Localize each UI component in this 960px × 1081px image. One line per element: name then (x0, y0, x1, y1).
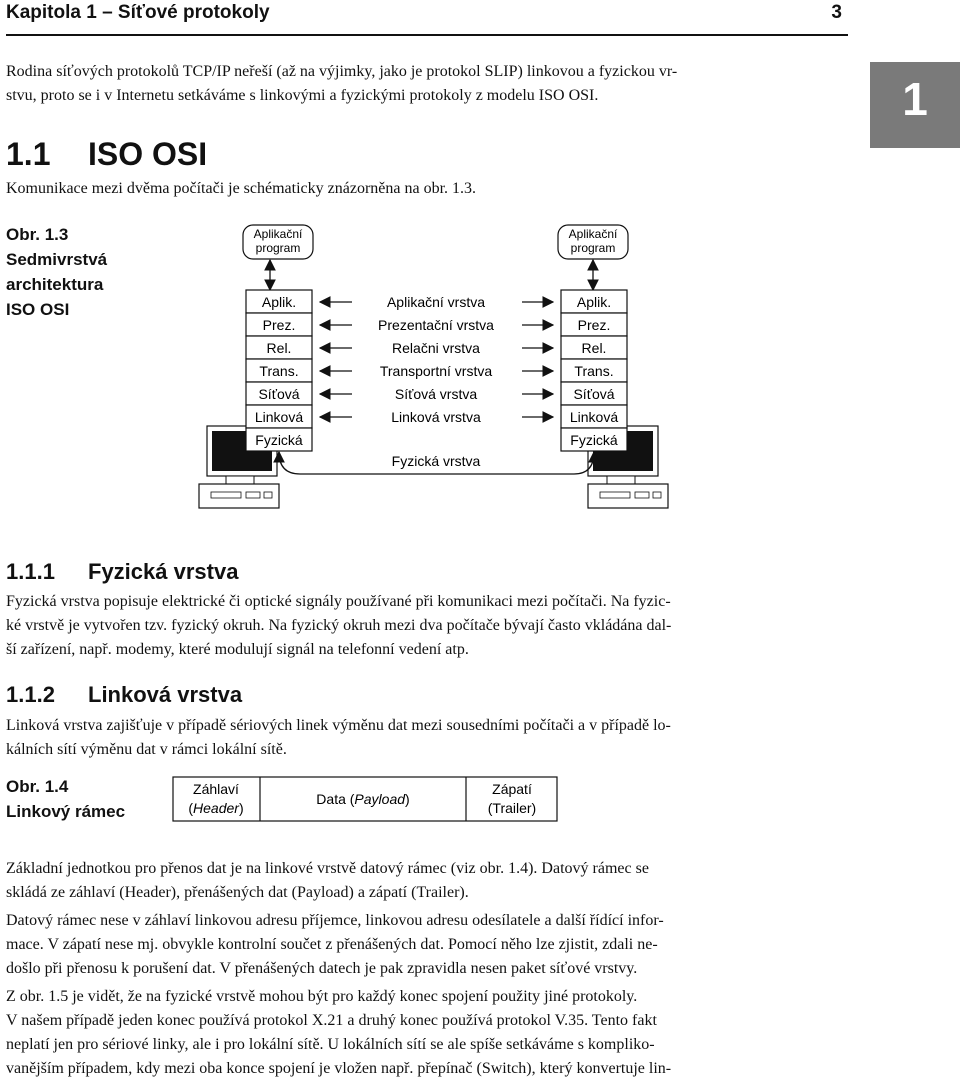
section-1-1-1-paragraph (6, 590, 846, 662)
text-line: stvu, proto se i v Internetu setkáváme s linkovými a fyzickými protokoly z modelu ISO OSI. (6, 87, 599, 104)
stack-layer: Linková (569, 409, 619, 425)
figure-label: Obr. 1.3 (6, 225, 69, 244)
cell-label: Zápatí (492, 781, 532, 797)
figure-caption-line: Sedmivrstvá (6, 250, 108, 269)
section-title: Linková vrstva (88, 682, 243, 707)
peer-layer-label: Transportní vrstva (379, 363, 493, 379)
right-application-program (558, 225, 628, 259)
peer-layer-arrows (320, 294, 553, 425)
figure-caption-line: ISO OSI (6, 300, 70, 319)
italic-term: Payload (354, 791, 406, 807)
text-line: mace. V zápatí nese mj. obvykle kontrolní součet z přenášených dat. Pomocí něho lze zjistit, zdali ne- (6, 936, 658, 953)
paren: ) (405, 791, 410, 807)
cell-label (316, 791, 409, 807)
text-line: Základní jednotkou pro přenos dat je na linkové vrstvě datový rámec (viz obr. 1.4). Datový rámec se (6, 860, 649, 877)
text-line: Komunikace mezi dvěma počítači je schématicky znázorněna na obr. 1.3. (6, 180, 477, 197)
section-1-1-2-paragraph (6, 714, 846, 762)
cell-label: (Trailer) (487, 800, 537, 816)
physical-layer-label: Fyzická vrstva (391, 453, 481, 469)
stack-layer: Síťová (258, 386, 300, 402)
peer-layer-label: Linková vrstva (391, 409, 481, 425)
section-number: 1.1.1 (6, 559, 55, 584)
stack-layer: Rel. (581, 340, 607, 356)
figure-caption-line: Linkový rámec (6, 802, 126, 821)
stack-layer: Aplik. (261, 294, 297, 310)
figure-label: Obr. 1.4 (6, 777, 69, 796)
stack-layer: Síťová (573, 386, 615, 402)
section-heading-1-1-1 (6, 559, 238, 585)
frame-data-cell (316, 791, 409, 807)
app-label-line: program (570, 241, 616, 255)
text-line: došlo při přenosu k porušení dat. V přenášených datech je pak zpravidla nesen paket síťové vrstvy. (6, 960, 638, 977)
stack-layer: Aplik. (576, 294, 612, 310)
figure-1-4-caption (6, 774, 125, 824)
data-word: Data ( (316, 791, 355, 807)
text-line: V našem případě jeden konec používá protokol X.21 a druhý konec používá protokol V.35. Tento fakt (6, 1012, 657, 1029)
text-line: Rodina síťových protokolů TCP/IP neřeší (až na výjimky, jako je protokol SLIP) linkovou a fyzickou vr- (6, 63, 678, 80)
text-line: Fyzická vrstva popisuje elektrické či optické signály používané při komunikaci mezi počítači. Na fyzic- (6, 593, 671, 610)
stack-layer: Trans. (259, 363, 299, 379)
app-label-line: program (255, 241, 301, 255)
stack-layer: Fyzická (570, 432, 618, 448)
stack-layer: Prez. (262, 317, 296, 333)
text-line: Datový rámec nese v záhlaví linkovou adresu příjemce, linkovou adresu odesílatele a další řídící infor- (6, 912, 664, 929)
stack-layer: Rel. (266, 340, 292, 356)
stack-layer: Prez. (577, 317, 611, 333)
section-title: ISO OSI (88, 136, 208, 172)
section-number: 1.1.2 (6, 682, 55, 707)
cell-label: Záhlaví (193, 781, 239, 797)
text-line: neplatí jen pro sériové linky, ale i pro lokální sítě. U lokálních sítí se ale spíše setkáváme s kompliko- (6, 1036, 655, 1053)
left-layer-stack (246, 290, 312, 451)
chapter-thumb-number: 1 (902, 73, 928, 125)
body-paragraph-1 (6, 857, 846, 905)
italic-term: Header (193, 800, 239, 816)
text-line: skládá ze záhlaví (Header), přenášených dat (Payload) a zápatí (Trailer). (6, 884, 469, 901)
peer-layer-label: Síťová vrstva (394, 386, 478, 402)
section-number: 1.1 (6, 136, 51, 172)
stack-layer: Trans. (574, 363, 614, 379)
left-application-program (243, 225, 313, 259)
text-line: ší zařízení, např. modemy, které modulují signál na telefonní vedení atp. (6, 641, 469, 658)
stack-layer: Fyzická (255, 432, 303, 448)
paren: ) (238, 800, 244, 816)
section-title: Fyzická vrstva (88, 559, 239, 584)
page-number: 3 (831, 2, 842, 23)
paren: ( (188, 800, 194, 816)
figure-1-4-frame-diagram (172, 776, 558, 822)
peer-layer-label: Relačni vrstva (392, 340, 480, 356)
text-line: kálních sítí výměnu dat v rámci lokální sítě. (6, 741, 287, 758)
app-label-line: Aplikační (568, 227, 618, 241)
text-line: vanějším případem, kdy mezi oba konce spojení je vložen např. přepínač (Switch), který konvertuje lin- (6, 1060, 672, 1077)
body-paragraph-3 (6, 985, 846, 1081)
peer-layer-label: Prezentační vrstva (378, 317, 494, 333)
text-line: Z obr. 1.5 je vidět, že na fyzické vrstvě mohou být pro každý konec spojení použity jiné protokoly. (6, 988, 638, 1005)
figure-caption-line: architektura (6, 275, 104, 294)
cell-label (188, 800, 243, 816)
app-label-line: Aplikační (253, 227, 303, 241)
peer-layer-label: Aplikační vrstva (386, 294, 486, 310)
text-line: Linková vrstva zajišťuje v případě sériových linek výměnu dat mezi sousedními počítači a v případě lo- (6, 717, 671, 734)
stack-layer: Linková (254, 409, 304, 425)
section-heading-1-1-2 (6, 682, 242, 708)
right-layer-stack (561, 290, 627, 451)
text-line: ké vrstvě je vytvořen tzv. fyzický okruh. Na fyzický okruh mezi dva počítače bývají často vkládána dal- (6, 617, 672, 634)
body-paragraph-2 (6, 909, 846, 981)
chapter-title: Kapitola 1 – Síťové protokoly (6, 2, 270, 23)
